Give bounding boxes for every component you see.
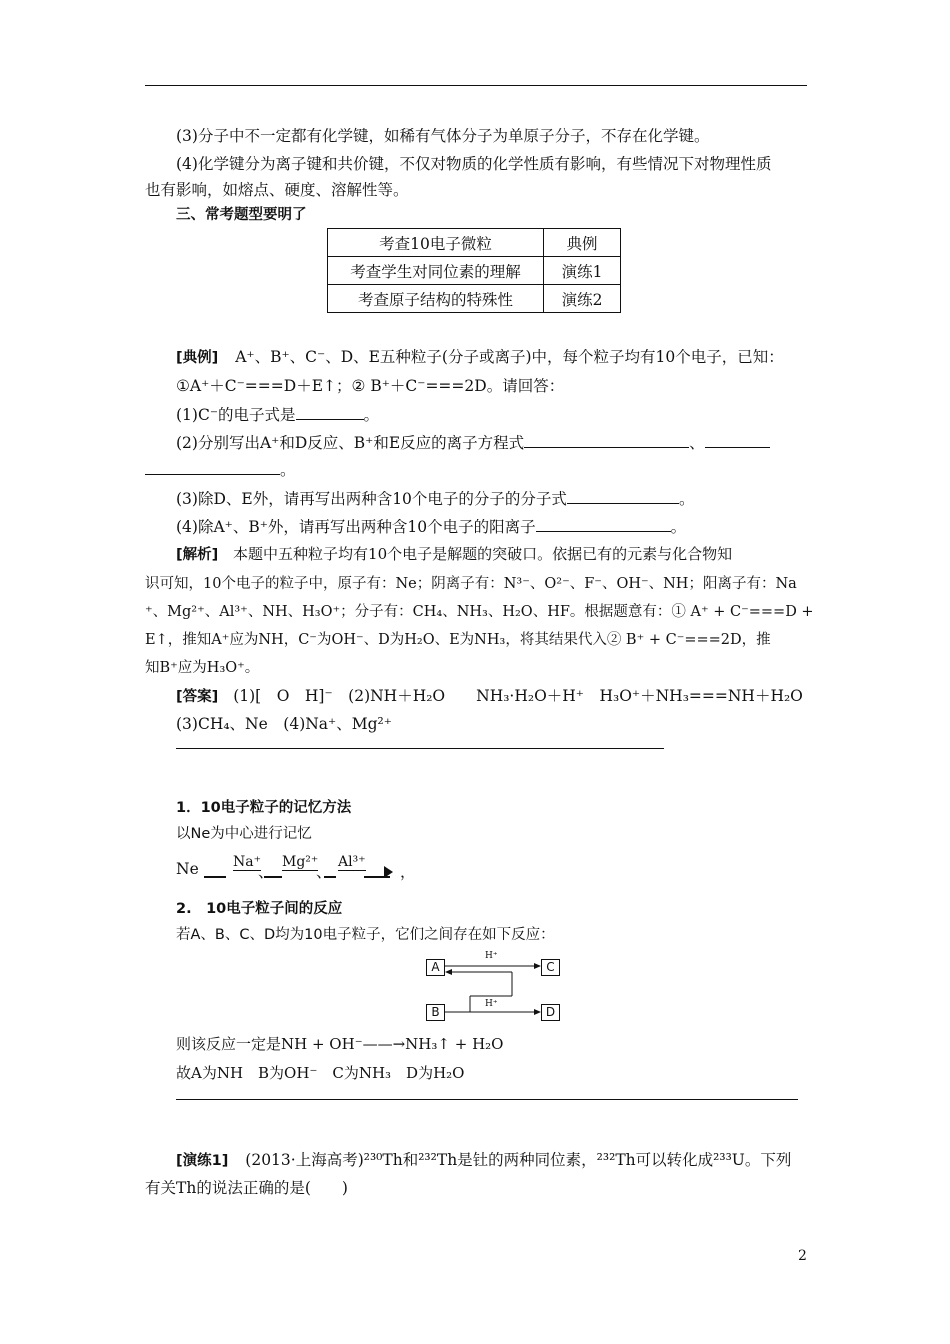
answer-blank: [705, 433, 770, 448]
question-1-end: 。: [363, 406, 380, 424]
answer-blank: [567, 489, 679, 504]
example-reactions: ①A⁺＋C⁻===D＋E↑；② B⁺＋C⁻===2D。请回答：: [176, 377, 565, 395]
table-cell: 考查学生对同位素的理解: [328, 257, 544, 285]
analysis-line1: [176, 543, 732, 564]
answer-blank: [296, 405, 364, 420]
conclusion-line: 故A为NH B为OH⁻ C为NH₃ D为H₂O: [176, 1064, 465, 1082]
section-heading: 三、常考题型要明了: [176, 207, 307, 223]
memo-heading-1: 1．10电子粒子的记忆方法: [176, 800, 352, 816]
question-1-text: (1)C⁻的电子式是: [176, 406, 296, 424]
drill-tag: [演练1]: [176, 1153, 229, 1169]
question-2-end: 。: [280, 461, 296, 479]
table-row: [328, 229, 621, 257]
question-4-end: 。: [670, 518, 687, 536]
memo-text-2: 若A、B、C、D均为10电子粒子，它们之间存在如下反应：: [176, 927, 555, 943]
analysis-line5: 知B⁺应为H₃O⁺。: [145, 660, 260, 676]
arrow-head-icon: [384, 866, 393, 878]
answer-tag: [答案]: [176, 689, 219, 705]
paragraph-4-line2: 也有影响，如熔点、硬度、溶解性等。: [145, 181, 409, 199]
answer-blank: [536, 517, 671, 532]
reaction-diagram: [420, 952, 570, 1027]
box-c: C: [541, 959, 560, 976]
separator: [176, 1099, 798, 1100]
memo-heading-2: 2. 10电子粒子间的反应: [176, 901, 343, 917]
answer-line2: (3)CH₄、Ne (4)Na⁺、Mg²⁺: [176, 715, 392, 733]
al-ion-label: Al³⁺: [338, 854, 366, 870]
question-2-cont: [145, 458, 296, 480]
analysis-line2: 识可知，10个电子的粒子中，原子有：Ne；阴离子有：N³⁻、O²⁻、F⁻、OH⁻、NH；阳离子有：Na: [145, 576, 797, 592]
example-intro-text: A⁺、B⁺、C⁻、D、E五种粒子(分子或离子)中，每个粒子均有10个电子，已知：: [235, 348, 784, 366]
header-rule: [145, 85, 807, 86]
table-cell: 演练2: [544, 285, 621, 313]
question-3-text: (3)除D、E外，请再写出两种含10个电子的分子的分子式: [176, 490, 567, 508]
separator: [176, 748, 664, 749]
analysis-line3: ⁺、Mg²⁺、Al³⁺、NH、H₃O⁺；分子有：CH₄、NH₃、H₂O、HF。根据题意有：① A⁺ + C⁻===D +: [145, 604, 814, 620]
question-4: [176, 515, 686, 537]
separator-mark: 、: [258, 863, 274, 881]
paragraph-4-line1: (4)化学键分为离子键和共价键，不仅对物质的化学性质有影响，有些情况下对物理性质: [176, 155, 772, 173]
analysis-text: 本题中五种粒子均有10个电子是解题的突破口。依据已有的元素与化合物知: [233, 545, 733, 563]
answer-blank: [145, 460, 280, 475]
answer-text: (1)[ O H]⁻ (2)NH＋H₂O NH₃·H₂O＋H⁺ H₃O⁺＋NH₃===NH＋H₂O: [233, 687, 803, 705]
question-3-end: 。: [678, 490, 695, 508]
comma-mark: ，: [400, 863, 416, 881]
question-4-text: (4)除A⁺、B⁺外，请再写出两种含10个电子的阳离子: [176, 518, 536, 536]
drill-line1: [176, 1148, 791, 1170]
table-cell: 考查10电子微粒: [328, 229, 544, 257]
table-row: [328, 285, 621, 313]
drill-line2: 有关Th的说法正确的是( ): [145, 1179, 348, 1197]
question-3: [176, 487, 694, 509]
table-cell: 演练1: [544, 257, 621, 285]
page-number: 2: [798, 1248, 807, 1264]
proton-label-bottom: H⁺: [485, 999, 498, 1009]
reaction-line: 则该反应一定是NH + OH⁻——→NH₃↑ + H₂O: [176, 1035, 504, 1053]
na-ion-label: Na⁺: [233, 854, 261, 870]
example-intro: [176, 345, 784, 367]
drill-text: (2013·上海高考)²³⁰Th和²³²Th是钍的两种同位素，²³²Th可以转化成²³³U。下列: [245, 1151, 792, 1169]
question-1: [176, 403, 379, 425]
proton-label-top: H⁺: [485, 951, 498, 961]
separator-mark: 、: [316, 863, 332, 881]
answer-line1: [176, 684, 803, 706]
box-b: B: [426, 1004, 445, 1021]
example-tag: [典例]: [176, 350, 219, 366]
ne-memory-diagram: [176, 856, 436, 886]
question-2-sep: 、: [689, 434, 705, 452]
box-d: D: [541, 1004, 560, 1021]
table-cell: 考查原子结构的特殊性: [328, 285, 544, 313]
question-2: [176, 431, 770, 453]
summary-table: [327, 228, 621, 313]
arrow-segment: [264, 876, 282, 878]
arrow-segment: [204, 876, 226, 878]
ne-label: Ne: [176, 860, 199, 878]
analysis-line4: E↑，推知A⁺应为NH，C⁻为OH⁻、D为H₂O、E为NH₃，将其结果代入② B⁺ + C⁻===2D，推: [145, 632, 771, 648]
mg-ion-label: Mg²⁺: [282, 854, 319, 870]
table-cell: 典例: [544, 229, 621, 257]
analysis-tag: [解析]: [176, 547, 219, 563]
box-a: A: [426, 959, 445, 976]
paragraph-3: (3)分子中不一定都有化学键，如稀有气体分子为单原子分子，不存在化学键。: [176, 127, 710, 145]
table-row: [328, 257, 621, 285]
question-2-text: (2)分别写出A⁺和D反应、B⁺和E反应的离子方程式: [176, 434, 525, 452]
answer-blank: [524, 433, 689, 448]
memo-text-1: 以Ne为中心进行记忆: [176, 826, 312, 842]
arrow-segment: [324, 876, 336, 878]
